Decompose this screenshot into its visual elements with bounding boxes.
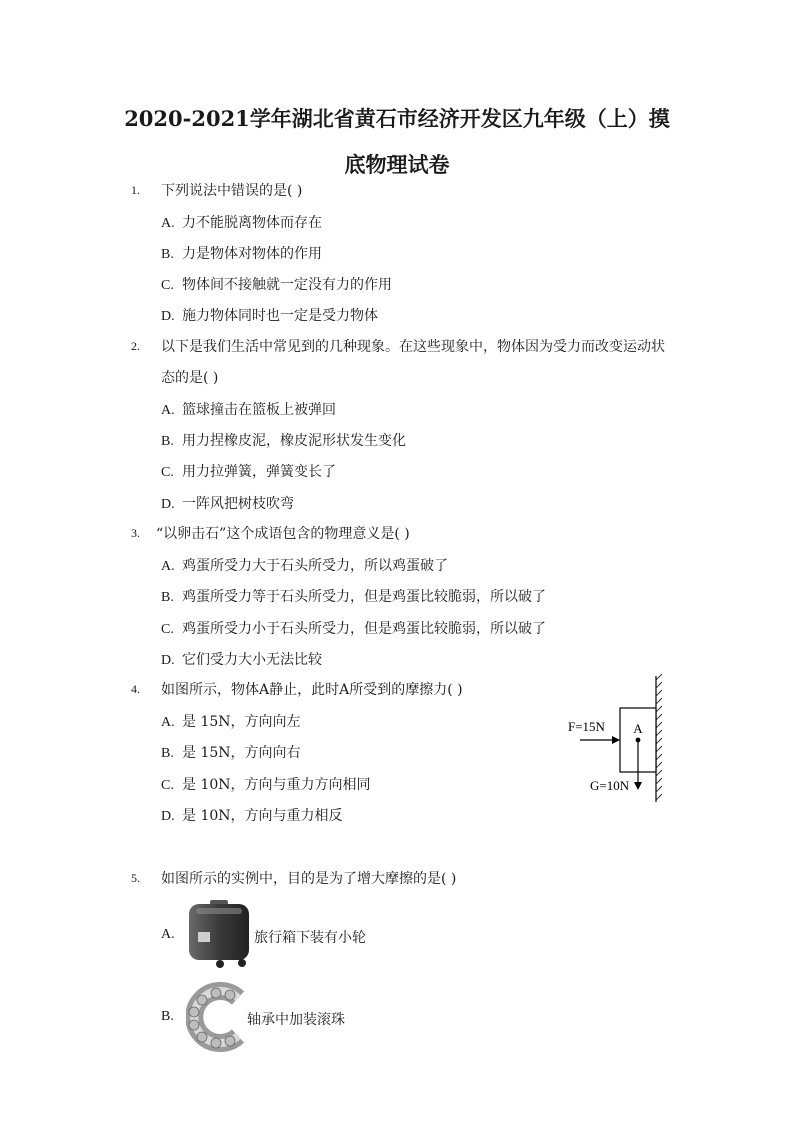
option-b <box>161 244 322 265</box>
gravity-arrowhead <box>634 782 642 790</box>
block-label: A <box>633 721 643 736</box>
option-letter: A. <box>161 715 175 730</box>
question-stem: 如图所示的实例中，目的是为了增大摩擦的是( ) <box>161 871 457 887</box>
option-text: 篮球撞击在篮板上被弹回 <box>182 402 336 418</box>
question-number: 5. <box>131 871 140 885</box>
option-c <box>161 275 392 296</box>
option-c <box>161 775 371 796</box>
option-text: 鸡蛋所受力等于石头所受力，但是鸡蛋比较脆弱，所以破了 <box>182 589 546 605</box>
option-letter: A. <box>161 927 175 942</box>
exam-title-line1: 2020-2021学年湖北省黄石市经济开发区九年级（上）摸 <box>124 106 670 131</box>
option-text: 是 10N，方向与重力相反 <box>182 808 343 824</box>
option-text: 用力捏橡皮泥，橡皮泥形状发生变化 <box>182 433 406 449</box>
option-text: 鸡蛋所受力小于石头所受力，但是鸡蛋比较脆弱，所以破了 <box>182 621 546 637</box>
option-letter: C. <box>161 465 174 480</box>
option-text: 力不能脱离物体而存在 <box>182 215 322 231</box>
option-text: 物体间不接触就一定没有力的作用 <box>182 277 392 293</box>
option-letter: C. <box>161 622 174 637</box>
option-text: 鸡蛋所受力大于石头所受力，所以鸡蛋破了 <box>182 558 448 574</box>
option-d <box>161 494 294 515</box>
option-letter: D. <box>161 309 175 324</box>
option-letter: D. <box>161 809 175 824</box>
option-text: 它们受力大小无法比较 <box>182 652 322 668</box>
suitcase-icon <box>186 898 252 970</box>
option-letter: D. <box>161 653 175 668</box>
option-text: 轴承中加装滚珠 <box>247 1012 345 1028</box>
exam-title-line2: 底物理试卷 <box>344 152 450 177</box>
question-stem: 以下是我们生活中常见到的几种现象。在这些现象中，物体因为受力而改变运动状态的是( ) <box>161 339 665 386</box>
force-arrowhead <box>612 736 620 744</box>
option-d <box>161 806 343 827</box>
option-c <box>161 619 546 640</box>
option-b <box>161 431 406 452</box>
bearing-icon <box>186 982 246 1052</box>
question-number: 2. <box>131 339 140 353</box>
question-number: 4. <box>131 682 140 696</box>
option-text: 是 15N，方向向左 <box>182 714 301 730</box>
option-letter: C. <box>161 278 174 293</box>
option-letter: B. <box>161 434 174 449</box>
option-b <box>161 587 546 608</box>
option-d <box>161 650 322 671</box>
option-text: 旅行箱下装有小轮 <box>254 930 366 946</box>
option-letter: C. <box>161 778 174 793</box>
option-b <box>161 743 301 764</box>
option-text: 力是物体对物体的作用 <box>182 246 322 262</box>
force-diagram <box>560 674 670 804</box>
force-label: F=15N <box>568 719 605 734</box>
option-letter: B. <box>161 1009 174 1024</box>
option-c <box>161 462 336 483</box>
option-letter: D. <box>161 497 175 512</box>
question-number: 3. <box>131 526 140 540</box>
option-letter: B. <box>161 247 174 262</box>
option-letter: B. <box>161 590 174 605</box>
gravity-label: G=10N <box>590 778 630 793</box>
wall-hatching <box>656 674 662 802</box>
option-letter: A. <box>161 216 175 231</box>
option-a <box>161 400 336 421</box>
exam-title <box>90 96 704 188</box>
option-text: 是 10N，方向与重力方向相同 <box>182 777 371 793</box>
option-a <box>161 712 301 733</box>
option-letter: B. <box>161 746 174 761</box>
option-text: 是 15N，方向向右 <box>182 745 301 761</box>
option-a <box>161 556 448 577</box>
question-stem: 下列说法中错误的是( ) <box>161 183 303 199</box>
question-stem: 如图所示，物体A静止，此时A所受到的摩擦力( ) <box>161 682 463 698</box>
option-letter: A. <box>161 403 175 418</box>
question-stem: “以卵击石”这个成语包含的物理意义是( ) <box>156 526 410 542</box>
option-a <box>161 213 322 234</box>
option-text: 施力物体同时也一定是受力物体 <box>182 308 378 324</box>
option-d <box>161 306 378 327</box>
question-number: 1. <box>131 183 140 197</box>
option-text: 一阵风把树枝吹弯 <box>182 496 294 512</box>
option-text: 用力拉弹簧，弹簧变长了 <box>182 464 336 480</box>
option-letter: A. <box>161 559 175 574</box>
